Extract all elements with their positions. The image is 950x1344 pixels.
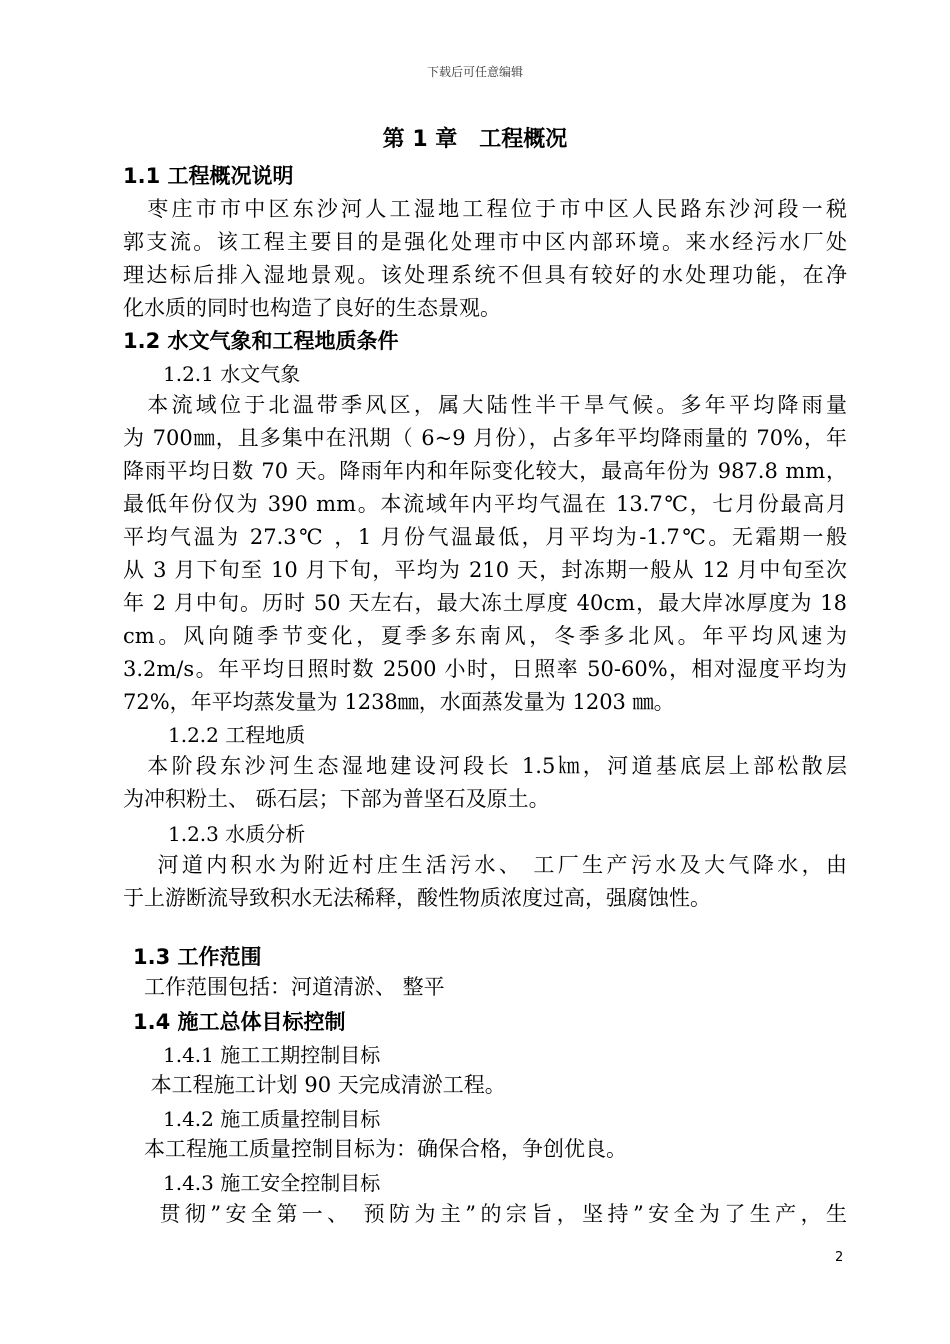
- section-1-1-heading: 1.1 工程概况说明: [123, 164, 294, 188]
- paragraph-line: 降雨平均日数 70 天。降雨年内和年际变化较大，最高年份为 987.8 mm，: [123, 459, 847, 483]
- paragraph-line: 本阶段东沙河生态湿地建设河段长 1.5㎞，河道基底层上部松散层: [123, 754, 847, 778]
- section-1-4-3-paragraph: [123, 1198, 847, 1231]
- section-1-2-1-paragraph: [123, 389, 847, 719]
- paragraph-line: 于上游断流导致积水无法稀释，酸性物质浓度过高，强腐蚀性。: [123, 886, 711, 910]
- section-1-1-paragraph: [123, 193, 847, 325]
- section-1-3-heading: 1.3 工作范围: [133, 945, 262, 969]
- paragraph-line: 为 700㎜，且多集中在汛期（ 6~9 月份），占多年平均降雨量的 70%，年: [123, 426, 847, 450]
- section-1-4-3-heading: 1.4.3 施工安全控制目标: [163, 1171, 381, 1195]
- paragraph-line: 贯彻”安全第一、 预防为主”的宗旨，坚持”安全为了生产，生: [123, 1202, 847, 1226]
- chapter-title: 第 1 章 工程概况: [382, 127, 568, 152]
- paragraph-line: 为冲积粉土、 砾石层；下部为普坚石及原土。: [123, 787, 550, 811]
- paragraph-line: 最低年份仅为 390 mm。本流域年内平均气温在 13.7℃，七月份最高月: [123, 492, 847, 516]
- section-1-2-3-heading: 1.2.3 水质分析: [168, 822, 306, 846]
- section-1-2-1-heading: 1.2.1 水文气象: [163, 362, 301, 386]
- paragraph-line: 河道内积水为附近村庄生活污水、 工厂生产污水及大气降水，由: [123, 853, 847, 877]
- paragraph-line: 本工程施工质量控制目标为：确保合格，争创优良。: [123, 1137, 627, 1161]
- paragraph-line: 年 2 月中旬。历时 50 天左右，最大冻土厚度 40cm，最大岸冰厚度为 18: [123, 591, 847, 615]
- paragraph-line: 郭支流。该工程主要目的是强化处理市中区内部环境。来水经污水厂处: [123, 230, 847, 254]
- paragraph-line: 化水质的同时也构造了良好的生态景观。: [123, 296, 501, 320]
- page-header-note: 下载后可任意编辑: [426, 65, 523, 79]
- paragraph-line: cm。风向随季节变化，夏季多东南风，冬季多北风。年平均风速为: [123, 624, 847, 648]
- page-number: 2: [835, 1250, 844, 1265]
- paragraph-line: 本工程施工计划 90 天完成清淤工程。: [123, 1073, 506, 1097]
- paragraph-line: 枣庄市市中区东沙河人工湿地工程位于市中区人民路东沙河段一税: [123, 197, 847, 221]
- section-1-2-2-heading: 1.2.2 工程地质: [168, 723, 306, 747]
- paragraph-line: 平均气温为 27.3℃ ，1 月份气温最低，月平均为-1.7℃。无霜期一般: [123, 525, 847, 549]
- section-1-4-1-heading: 1.4.1 施工工期控制目标: [163, 1043, 381, 1067]
- paragraph-line: 72%，年平均蒸发量为 1238㎜，水面蒸发量为 1203 ㎜。: [123, 690, 675, 714]
- section-1-4-2-paragraph: [123, 1133, 847, 1166]
- paragraph-line: 3.2m/s。年平均日照时数 2500 小时，日照率 50-60%，相对湿度平均为: [123, 657, 847, 681]
- section-1-4-heading: 1.4 施工总体目标控制: [133, 1010, 346, 1034]
- paragraph-line: 本流域位于北温带季风区，属大陆性半干旱气候。多年平均降雨量: [123, 393, 847, 417]
- section-1-4-1-paragraph: [123, 1069, 847, 1102]
- section-1-4-2-heading: 1.4.2 施工质量控制目标: [163, 1107, 381, 1131]
- section-1-2-heading: 1.2 水文气象和工程地质条件: [123, 329, 399, 353]
- paragraph-line: 从 3 月下旬至 10 月下旬，平均为 210 天，封冻期一般从 12 月中旬至次: [123, 558, 847, 582]
- paragraph-line: 工作范围包括：河道清淤、 整平: [123, 975, 445, 999]
- section-1-3-paragraph: [123, 971, 847, 1004]
- paragraph-line: 理达标后排入湿地景观。该处理系统不但具有较好的水处理功能，在净: [123, 263, 847, 287]
- section-1-2-2-paragraph: [123, 750, 847, 816]
- section-1-2-3-paragraph: [123, 849, 847, 915]
